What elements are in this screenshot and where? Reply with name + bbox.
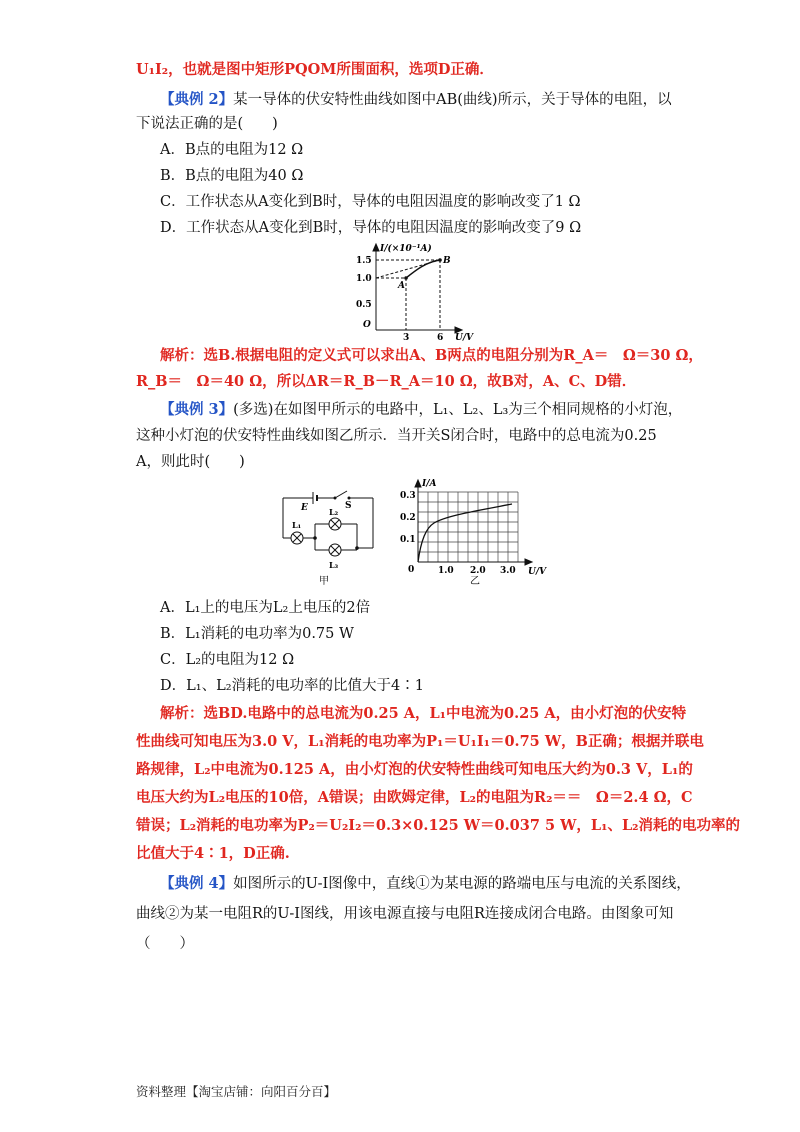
y-tick-label: 1.5 [356,256,372,266]
example3-option-b: B．L₁消耗的电功率为0.75 W [160,626,354,642]
example2-option-b: B．B点的电阻为40 Ω [160,168,304,184]
point-a-label: A [398,281,405,291]
switch-terminal [348,497,351,500]
example3-solution-line4: 电压大约为L₂电压的10倍，A错误；由欧姆定律，L₂的电阻为R₂＝＝ Ω＝2.4 Ω，C [136,789,693,806]
y-tick-label: 0.5 [356,300,372,310]
y-axis-arrow [373,244,379,251]
example4-question-line2: 曲线②为某一电阻R的U-I图线，用该电源直接与电阻R连接成闭合电路。由图象可知 [136,906,674,922]
example2-question-line2: 下说法正确的是( ) [136,116,278,132]
y-axis-arrow [415,480,421,487]
battery-label: E [301,503,308,513]
example3-solution-line5: 错误；L₂消耗的电功率为P₂＝U₂I₂＝0.3×0.125 W＝0.037 5 W，L₁、L₂消耗的电功率的 [136,817,741,834]
example3-solution-line3: 路规律，L₂中电流为0.125 A，由小灯泡的伏安特性曲线可知电压大约为0.3 V，L₁的 [136,761,693,778]
point-b-dot [438,258,442,262]
origin-label: O [363,320,371,330]
x-axis-label: U/V [455,333,474,343]
example3-solution-line6: 比值大于4∶1，D正确. [136,845,290,862]
y-axis-label: I/A [422,479,437,489]
example3-solution-line2: 性曲线可知电压为3.0 V，L₁消耗的电功率为P₁＝U₁I₁＝0.75 W，B正确；根据并联电 [136,733,704,750]
prev-solution-end: U₁I₂，也就是图中矩形PQOM所围面积，选项D正确． [136,61,494,78]
example3-solution-line1: 解析：选BD.电路中的总电流为0.25 A，L₁中电流为0.25 A，由小灯泡的伏安特 [160,705,687,722]
y-tick-label: 0.3 [400,491,416,501]
example2-solution-line2: R_B＝ Ω＝40 Ω，所以ΔR＝R_B－R_A＝10 Ω，故B对，A、C、D错． [136,373,637,390]
example2-option-c: C．工作状态从A变化到B时，导体的电阻因温度的影响改变了1 Ω [160,194,581,210]
point-a-dot [404,276,408,280]
lamp-l2-label: L₂ [329,507,339,517]
example4-question-line3: （ ） [136,936,194,952]
example2-question-line1: 【典例 2】某一导体的伏安特性曲线如图中AB(曲线)所示，关于导体的电阻，以 [160,91,672,108]
circuit-caption: 甲 [319,576,329,587]
example3-option-d: D．L₁、L₂消耗的电功率的比值大于4∶1 [160,678,424,694]
y-tick-label: 0.1 [400,535,416,545]
x-tick-label: 1.0 [438,566,454,576]
example2-iu-graph [350,240,480,343]
example3-question-line3: A，则此时( ) [136,454,245,470]
x-tick-label: 3.0 [500,566,516,576]
lamp-l3-label: L₃ [329,560,339,570]
lamp-l1-label: L₁ [292,520,302,530]
example3-circuit-diagram [275,488,385,588]
page-footer: 资料整理【淘宝店铺：向阳百分百】 [136,1084,337,1099]
example4-tag: 【典例 4】 [160,875,234,892]
junction-dot [355,546,359,550]
example3-option-a: A．L₁上的电压为L₂上电压的2倍 [160,600,371,616]
x-tick-label: 6 [437,333,444,343]
example3-question-line1: 【典例 3】(多选)在如图甲所示的电路中，L₁、L₂、L₃为三个相同规格的小灯泡， [160,401,683,418]
example3-question-line2: 这种小灯泡的伏安特性曲线如图乙所示．当开关S闭合时，电路中的总电流为0.25 [136,428,657,444]
origin-label: 0 [408,565,415,575]
example3-tag: 【典例 3】 [160,401,234,418]
example2-solution-line1: 解析：选B.根据电阻的定义式可以求出A、B两点的电阻分别为R_A＝ Ω＝30 Ω， [160,347,703,364]
switch-blade [335,491,347,498]
junction-dot [313,536,317,540]
point-b-label: B [443,256,451,266]
y-tick-label: 1.0 [356,274,372,284]
switch-terminal [334,497,337,500]
example2-tag: 【典例 2】 [160,91,234,108]
curve-ab [406,260,440,278]
grid [418,492,518,562]
x-axis-arrow [525,559,532,565]
graph-caption: 乙 [470,576,480,587]
example2-option-a: A．B点的电阻为12 Ω [160,142,304,158]
x-tick-label: 3 [403,333,410,343]
y-tick-label: 0.2 [400,513,416,523]
switch-label: S [345,501,352,511]
example2-option-d: D．工作状态从A变化到B时，导体的电阻因温度的影响改变了9 Ω [160,220,582,236]
x-axis-label: U/V [528,567,547,577]
example3-iu-grid-graph [400,478,550,588]
example3-option-c: C．L₂的电阻为12 Ω [160,652,295,668]
x-tick-label: 2.0 [470,566,486,576]
example4-question-line1: 【典例 4】如图所示的U-I图像中，直线①为某电源的路端电压与电流的关系图线， [160,875,691,892]
y-axis-label: I/(×10⁻¹A) [380,244,432,254]
